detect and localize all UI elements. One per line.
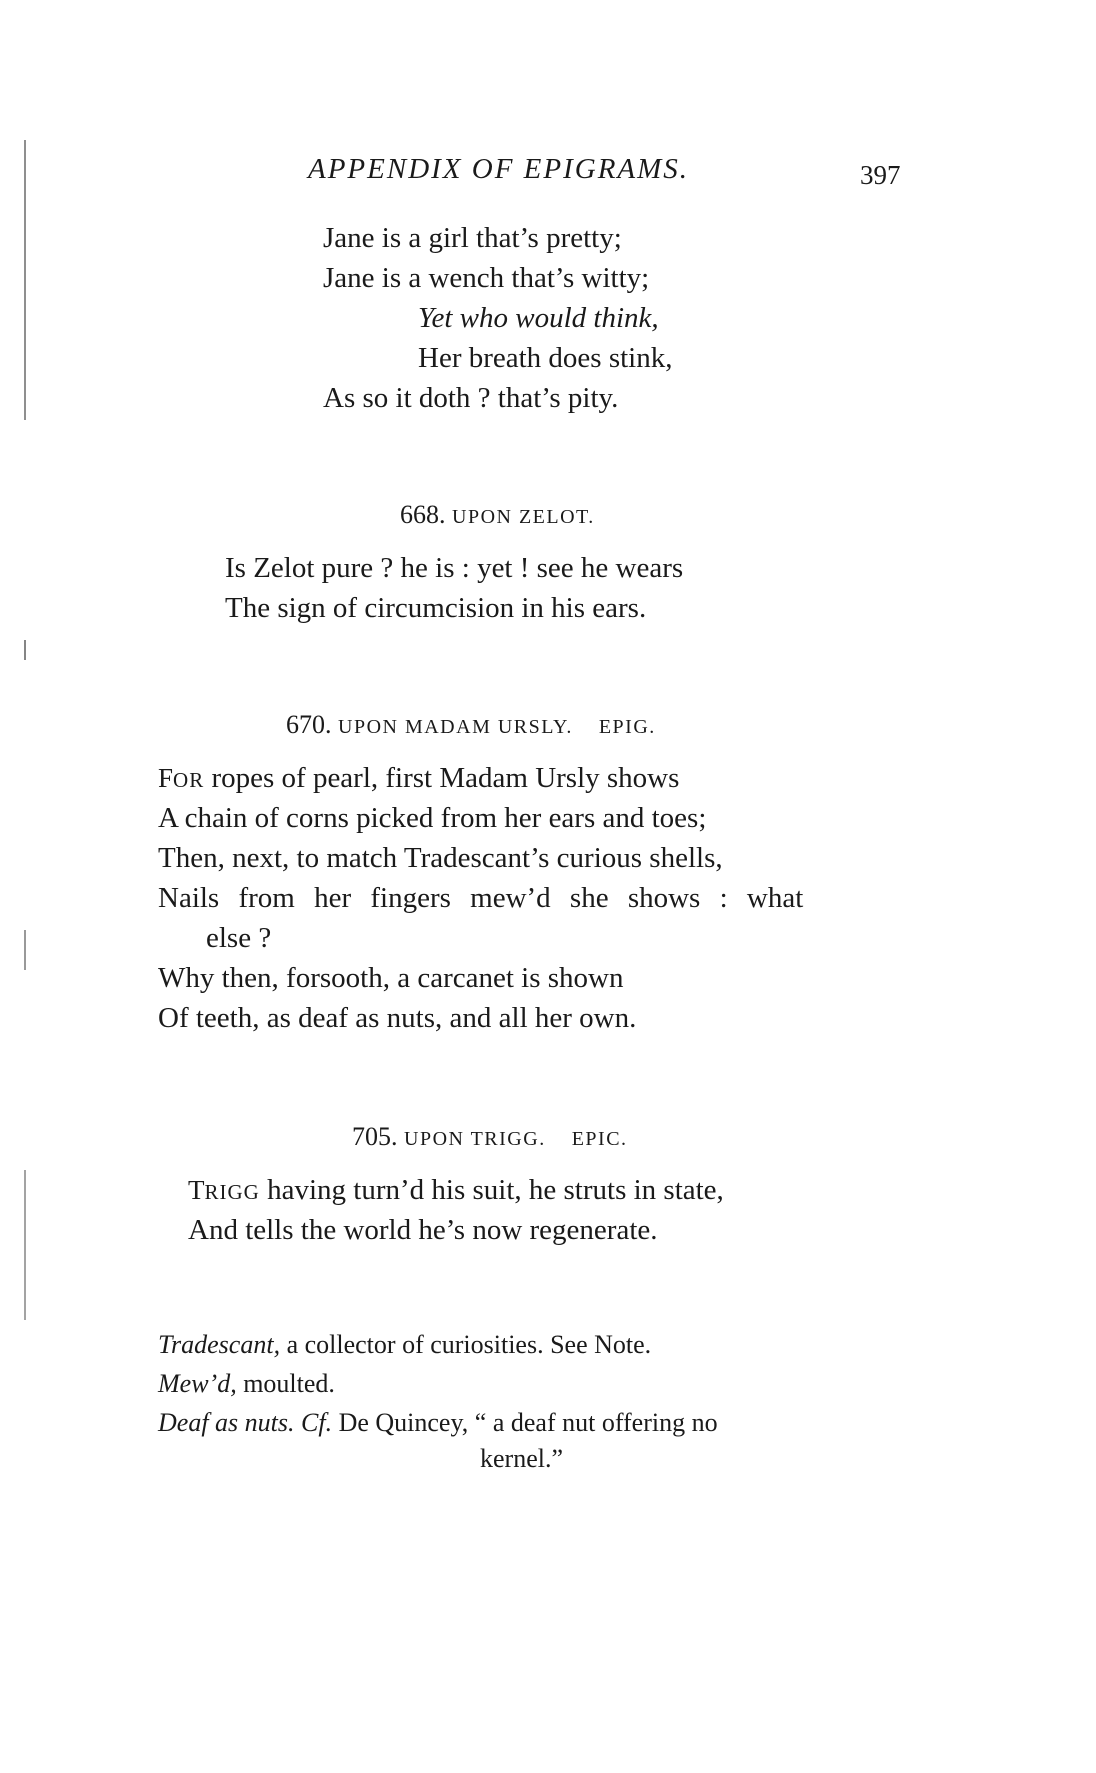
epigram-tag: EPIC.	[571, 1128, 628, 1150]
footnote	[158, 1366, 335, 1402]
line-text: having turn’d his suit, he struts in state,	[259, 1174, 724, 1206]
small-caps-initial: F	[158, 763, 174, 793]
epigram-line: Of teeth, as deaf as nuts, and all her own.	[158, 1002, 637, 1034]
margin-mark	[24, 140, 26, 420]
footnote-text: a collector of curiosities. See Note.	[280, 1330, 652, 1359]
epigram-line: Why then, forsooth, a carcanet is shown	[158, 962, 624, 994]
footnote-text: De Quincey, “ a deaf nut offering no	[332, 1408, 718, 1437]
epigram-line: And tells the world he’s now regenerate.	[188, 1214, 658, 1246]
footnote	[158, 1327, 651, 1363]
running-header-title: APPENDIX OF EPIGRAMS.	[308, 153, 690, 185]
poem-line: Jane is a wench that’s witty;	[323, 262, 650, 294]
epigram-tag: EPIG.	[598, 716, 656, 738]
margin-mark	[24, 930, 26, 970]
footnote-term: Deaf as nuts.	[158, 1408, 295, 1437]
epigram-heading	[286, 710, 656, 740]
line-text: ropes of pearl, first Madam Ursly shows	[204, 762, 680, 794]
poem-line: As so it doth ? that’s pity.	[323, 382, 619, 414]
footnote-continuation: kernel.”	[480, 1444, 564, 1473]
epigram-heading	[352, 1122, 628, 1152]
small-caps-initial: T	[188, 1175, 205, 1205]
epigram-title: UPON MADAM URSLY.	[338, 716, 573, 738]
margin-mark	[24, 1170, 26, 1320]
epigram-line: The sign of circumcision in his ears.	[225, 592, 647, 624]
page-number: 397	[860, 160, 901, 190]
epigram-number: 705.	[352, 1122, 398, 1151]
epigram-title: UPON ZELOT.	[452, 506, 595, 528]
epigram-title: UPON TRIGG.	[404, 1128, 546, 1150]
poem-line: Jane is a girl that’s pretty;	[323, 222, 622, 254]
epigram-line: A chain of corns picked from her ears and toes;	[158, 802, 707, 834]
epigram-line: Nails from her fingers mew’d she shows : what	[158, 882, 804, 914]
epigram-line: Is Zelot pure ? he is : yet ! see he wears	[225, 552, 684, 584]
epigram-line: Then, next, to match Tradescant’s curious shells,	[158, 842, 723, 874]
epigram-number: 670.	[286, 710, 332, 739]
small-caps-rest: OR	[173, 768, 205, 792]
margin-mark	[24, 640, 26, 660]
epigram-line: else ?	[206, 922, 272, 954]
poem-line: Yet who would think,	[418, 302, 659, 334]
small-caps-rest: RIGG	[204, 1180, 260, 1204]
footnote-text: moulted.	[236, 1369, 335, 1398]
epigram-heading	[400, 500, 595, 530]
footnote-term: Tradescant,	[158, 1330, 281, 1359]
epigram-line	[158, 758, 679, 800]
footnote	[158, 1405, 718, 1441]
footnote-cf: Cf.	[294, 1408, 333, 1437]
epigram-number: 668.	[400, 500, 446, 529]
epigram-line	[188, 1170, 724, 1212]
footnote-term: Mew’d,	[158, 1369, 237, 1398]
poem-line: Her breath does stink,	[418, 342, 673, 374]
